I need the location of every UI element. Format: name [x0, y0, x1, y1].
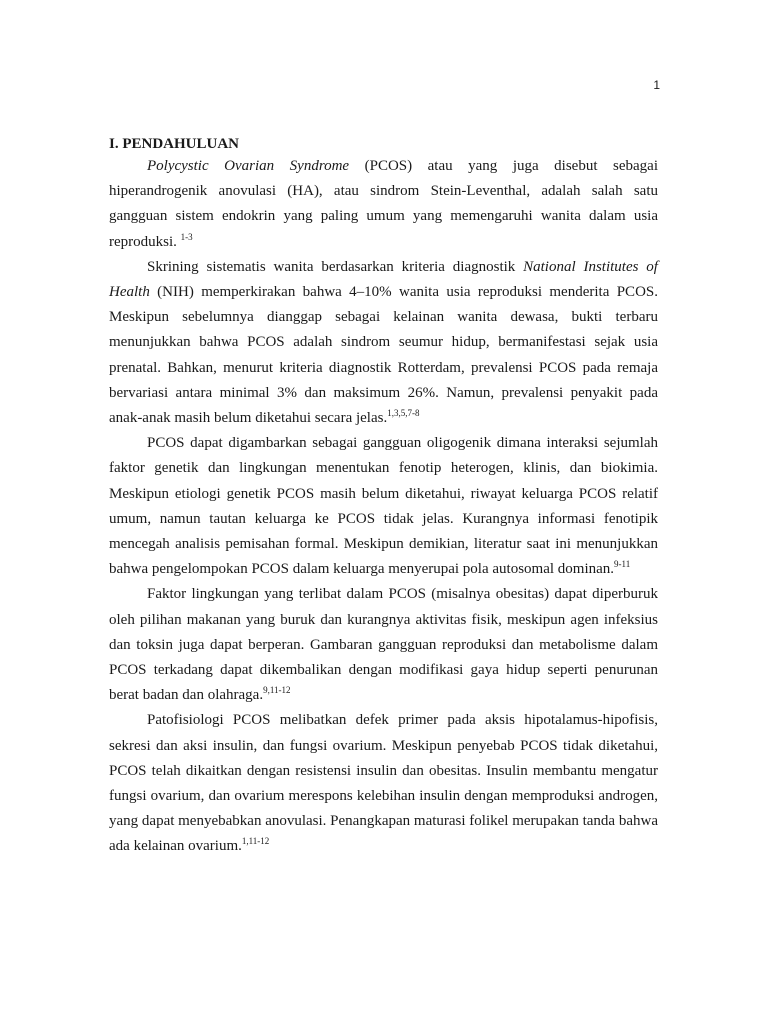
paragraph-3-citation: 9-11: [614, 559, 631, 570]
paragraph-1: [109, 154, 658, 255]
paragraph-2: [109, 255, 658, 431]
page-number: 1: [653, 78, 660, 92]
paragraph-3-text: PCOS dapat digambarkan sebagai gangguan oligogenik dimana interaksi sejumlah faktor genetik dan lingkungan menentukan fenotip heterogen, klinis, dan biokimia. Meskipun etiologi genetik PCOS masih belum diketahui, riwayat keluarga PCOS relatif umum, namun tautan keluarga ke PCOS tidak jelas. Kurangnya informasi fenotipik mencegah analisis pemisahan formal. Meskipun demikian, literatur saat ini menunjukkan bahwa pengelompokan PCOS dalam keluarga menyerupai pola autosomal dominan.: [109, 435, 658, 578]
paragraph-5-citation: 1,11-12: [241, 836, 270, 847]
section-heading: I. PENDAHULUAN: [109, 136, 240, 152]
paragraph-2-lead-text: Skrining sistematis wanita berdasarkan kriteria diagnostik: [147, 258, 524, 275]
paragraph-5: [109, 708, 658, 859]
paragraph-1-italic-term: Polycystic Ovarian Syndrome: [147, 158, 350, 174]
paragraph-2-italic-term: National Institutes of Health: [109, 258, 658, 301]
paragraph-1-text: (PCOS) atau yang juga disebut sebagai hiperandrogenik anovulasi (HA), atau sindrom Stein-Leventhal, adalah salah satu gangguan sistem endokrin yang paling umum yang memengaruhi wanita dalam usia reproduksi.: [109, 158, 658, 250]
paragraph-2-citation: 1,3,5,7-8: [387, 408, 420, 419]
paragraph-4-text: Faktor lingkungan yang terlibat dalam PCOS (misalnya obesitas) dapat diperburuk oleh pilihan makanan yang buruk dan kurangnya aktivitas fisik, meskipun agen infeksius dan toksin juga dapat berperan. Gambaran gangguan reproduksi dan metabolisme dalam PCOS terkadang dapat dikembalikan dengan modifikasi gaya hidup seperti penurunan berat badan dan olahraga.: [109, 586, 658, 704]
paragraph-5-text: Patofisiologi PCOS melibatkan defek primer pada aksis hipotalamus-hipofisis, sekresi dan aksi insulin, dan fungsi ovarium. Meskipun penyebab PCOS tidak diketahui, PCOS telah dikaitkan dengan resistensi insulin dan obesitas. Insulin membantu mengatur fungsi ovarium, dan ovarium merespons kelebihan insulin dengan memproduksi androgen, yang dapat menyebabkan anovulasi. Penangkapan maturasi folikel merupakan tanda bahwa ada kelainan ovarium.: [109, 712, 658, 855]
paragraph-3: [109, 431, 658, 582]
paragraph-2-text: (NIH) memperkirakan bahwa 4–10% wanita usia reproduksi menderita PCOS. Meskipun sebelumnya dianggap sebagai kelainan wanita dewasa, bukti terbaru menunjukkan bahwa PCOS adalah sindrom seumur hidup, bermanifestasi sejak usia prenatal. Bahkan, menurut kriteria diagnostik Rotterdam, prevalensi PCOS pada remaja bervariasi antara minimal 3% dan maksimum 26%. Namun, prevalensi penyakit pada anak-anak masih belum diketahui secara jelas.: [109, 284, 658, 427]
paragraph-4: [109, 582, 658, 708]
document-body: [109, 134, 658, 860]
paragraph-4-citation: 9,11-12: [263, 685, 291, 696]
paragraph-1-citation: 1-3: [180, 231, 193, 242]
